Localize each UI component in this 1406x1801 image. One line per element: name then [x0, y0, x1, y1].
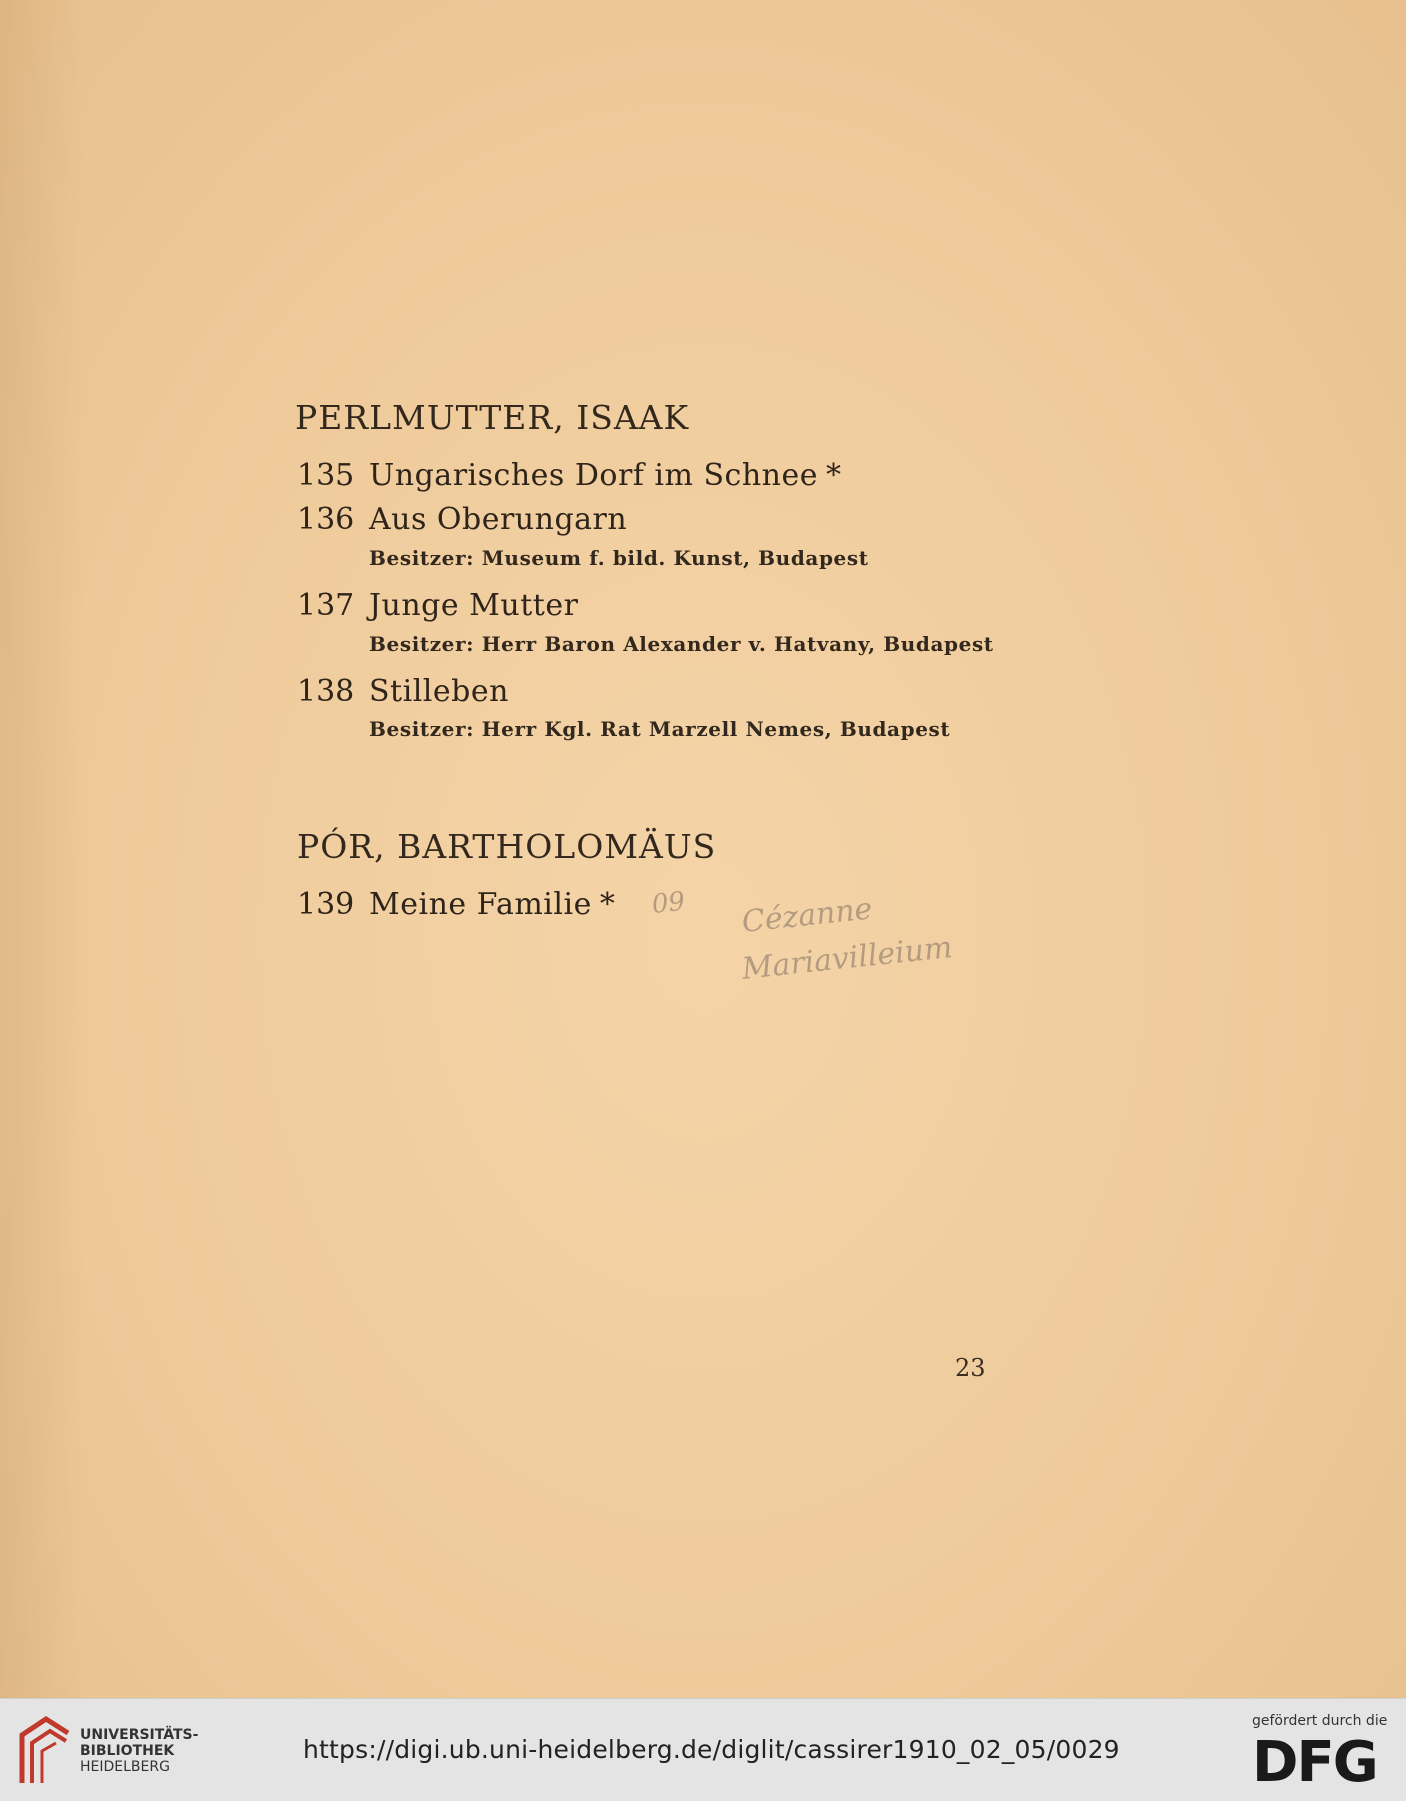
viewer-footer	[0, 1698, 1406, 1801]
entry-number: 139	[297, 887, 355, 922]
catalog-entry	[297, 458, 841, 493]
entry-number: 135	[297, 458, 355, 493]
artist-heading-por: PÓR, BARTHOLOMÄUS	[297, 827, 717, 866]
pencil-annotation-line1: Cézanne	[740, 891, 874, 940]
library-name	[80, 1727, 198, 1775]
entry-title: Aus Oberungarn	[369, 502, 628, 537]
page-number: 23	[955, 1354, 986, 1382]
catalog-entry	[297, 887, 615, 922]
library-name-line3: HEIDELBERG	[80, 1759, 170, 1775]
entry-number: 137	[297, 588, 355, 623]
page-edge-shadow	[0, 0, 84, 1698]
entry-title: Ungarisches Dorf im Schnee	[369, 458, 819, 493]
entry-title: Meine Familie	[369, 887, 592, 922]
entry-title: Stilleben	[369, 674, 509, 709]
artist-heading-perlmutter: PERLMUTTER, ISAAK	[295, 398, 690, 437]
pencil-annotation-line2: Mariavilleium	[740, 930, 954, 987]
entry-number: 138	[297, 674, 355, 709]
owner-line: Besitzer: Herr Kgl. Rat Marzell Nemes, Budapest	[369, 717, 951, 741]
catalog-entry	[297, 674, 509, 709]
owner-line: Besitzer: Museum f. bild. Kunst, Budapest	[369, 546, 869, 570]
library-name-line2: BIBLIOTHEK	[80, 1743, 175, 1759]
entry-number: 136	[297, 502, 355, 537]
catalog-entry	[297, 502, 627, 537]
ub-heidelberg-logo-icon	[16, 1713, 74, 1787]
library-name-line1: UNIVERSITÄTS-	[80, 1727, 199, 1743]
illustration-star: *	[826, 458, 842, 493]
pencil-annotation-mark: 09	[650, 886, 687, 920]
owner-line: Besitzer: Herr Baron Alexander v. Hatvany, Budapest	[369, 632, 994, 656]
catalog-entry	[297, 588, 578, 623]
entry-title: Junge Mutter	[369, 588, 579, 623]
dfg-logo: DFG	[1252, 1730, 1377, 1795]
permalink-url[interactable]: https://digi.ub.uni-heidelberg.de/diglit/cassirer1910_02_05/0029	[303, 1735, 1120, 1764]
funding-caption: gefördert durch die	[1252, 1713, 1388, 1729]
illustration-star: *	[599, 887, 615, 922]
